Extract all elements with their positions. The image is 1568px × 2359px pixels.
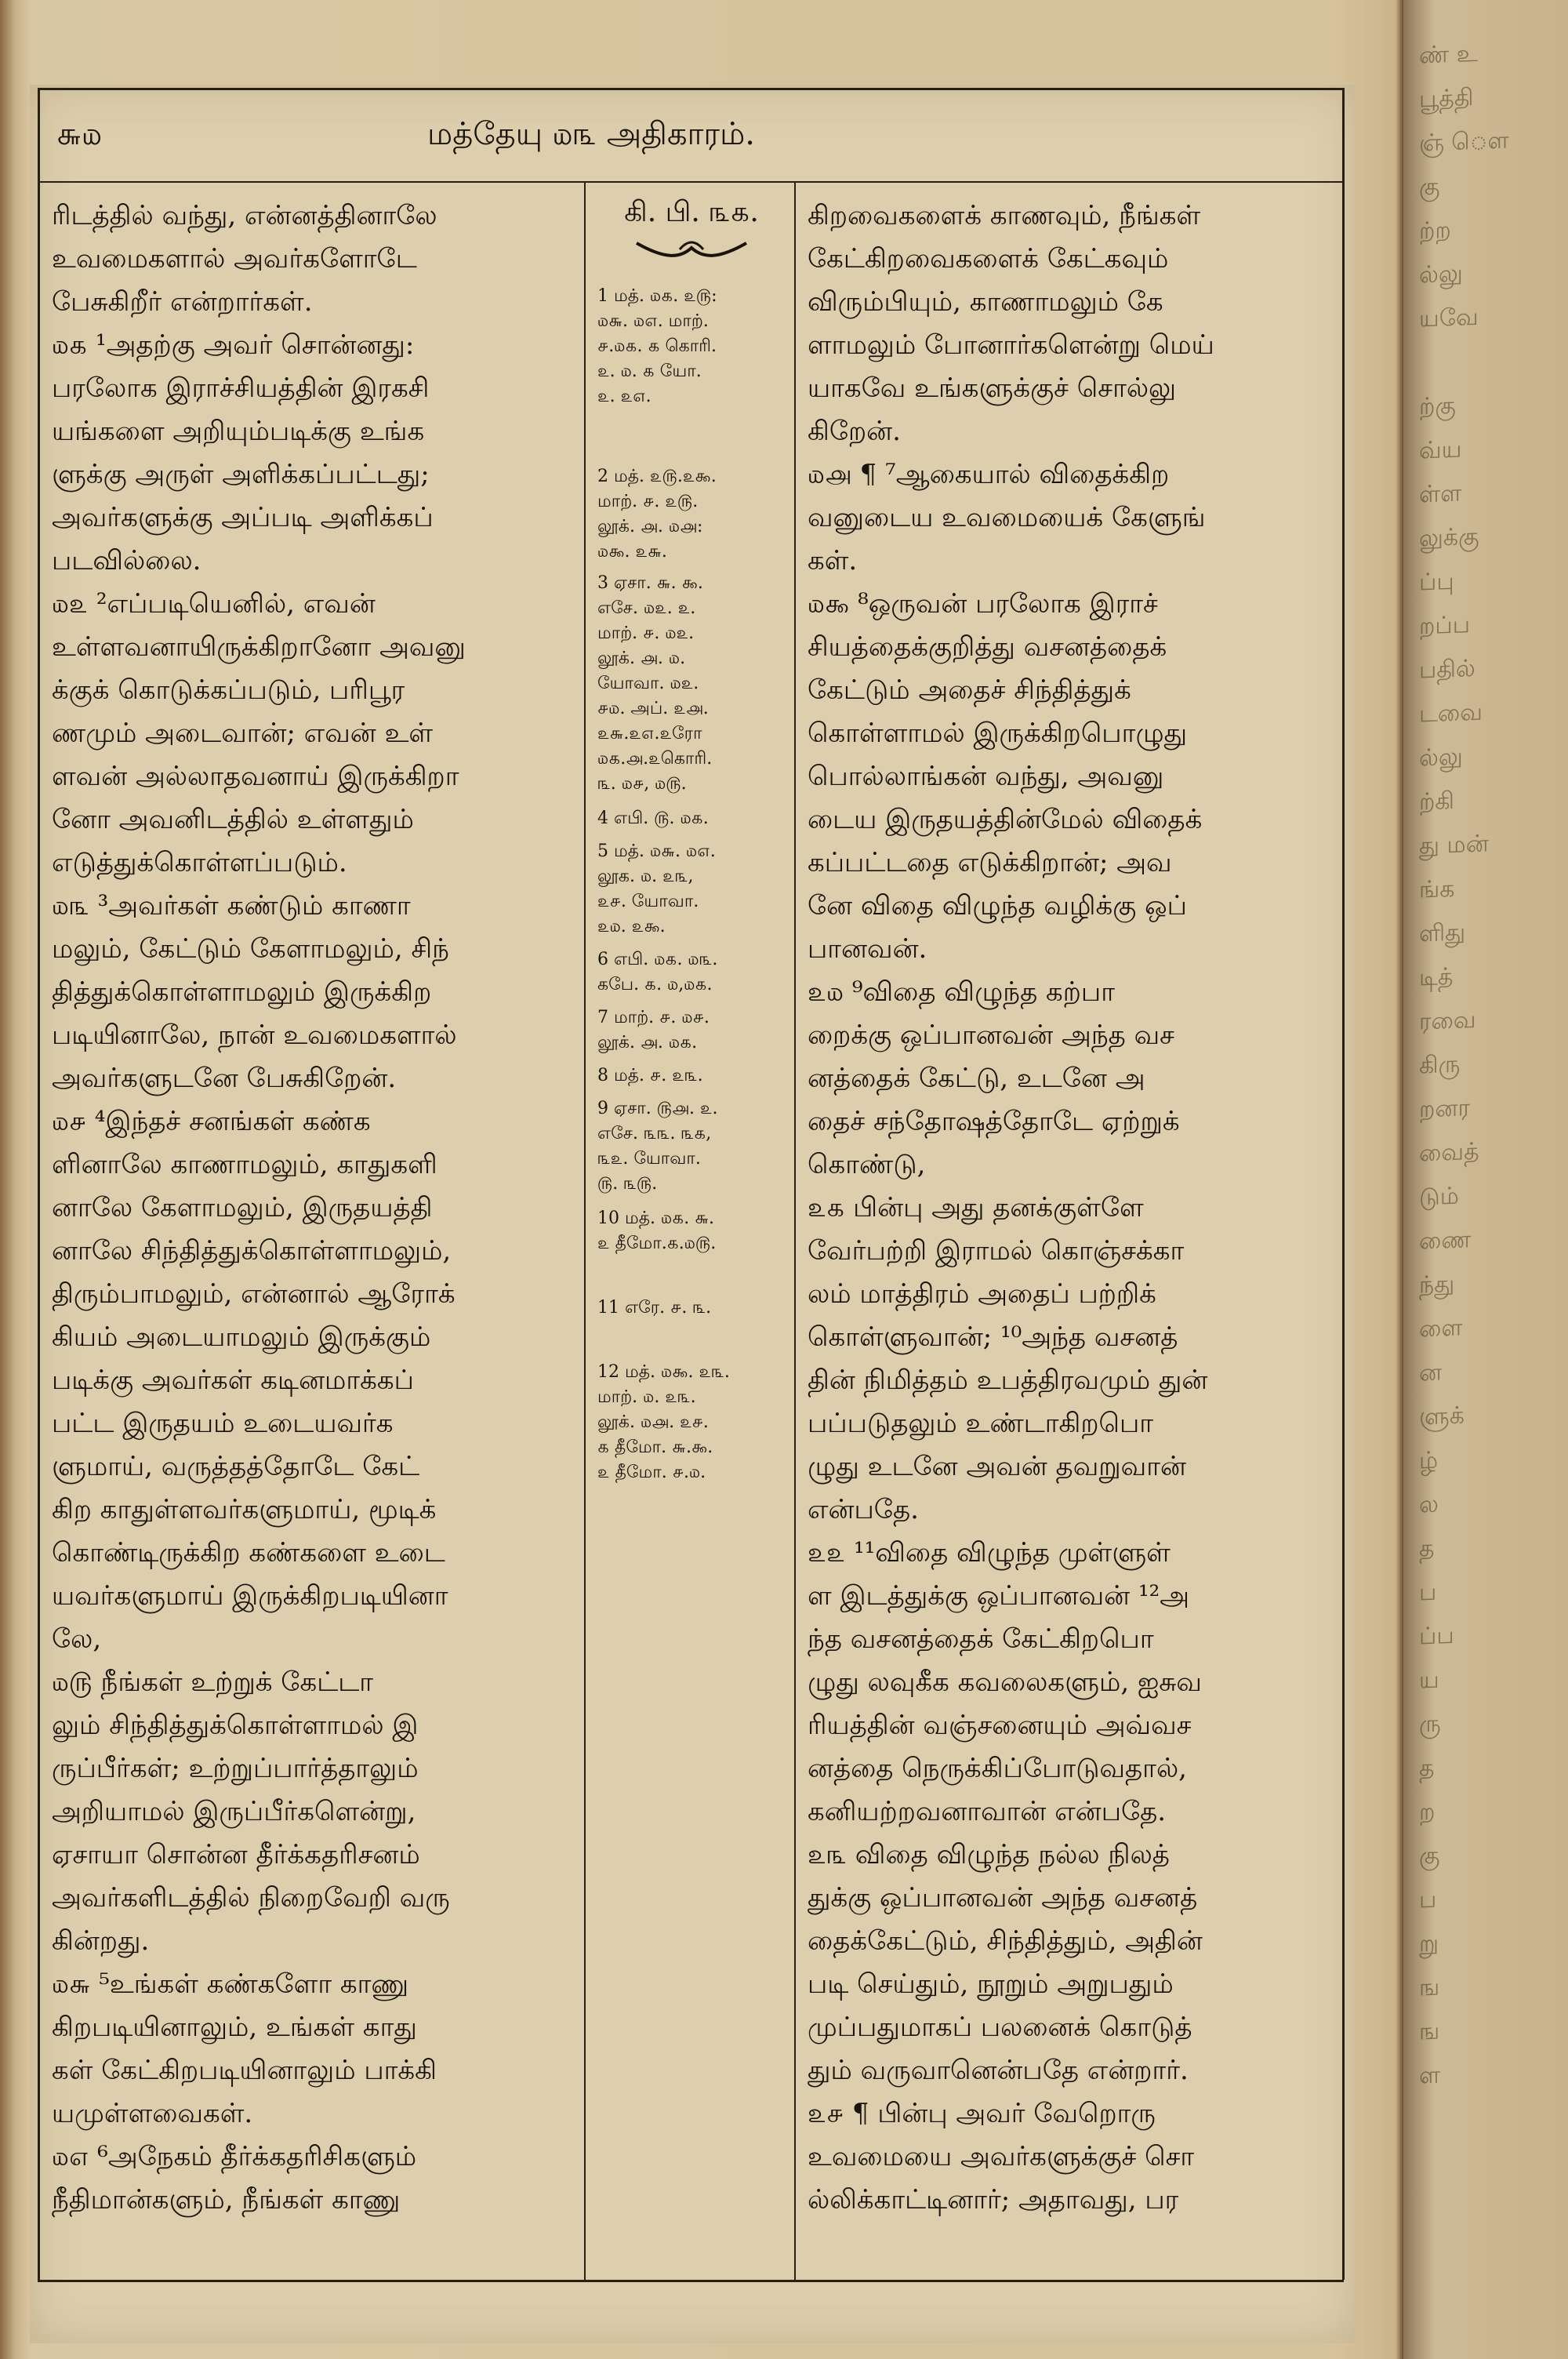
- text-line: ௰௬ ⁵உங்கள் கண்களோ காணு: [52, 1968, 409, 2000]
- text-line: ௰௪ ⁴இந்தச் சனங்கள் கண்க: [52, 1106, 371, 1137]
- text-line: ரியத்தின் வஞ்சனையும் அவ்வச: [808, 1710, 1192, 1741]
- text-line: கேட்கிறவைகளைக் கேட்கவும்: [808, 243, 1169, 274]
- reference-entry: 9 ஏசா. ௫௮. ௨.: [597, 1099, 718, 1118]
- text-line: ல்லிக்காட்டினார்; அதாவது, பர: [808, 2184, 1179, 2215]
- text-line: ௰௯ ⁸ஒருவன் பரலோக இராச்: [808, 588, 1158, 620]
- text-line: னே விதை விழுந்த வழிக்கு ஒப்: [808, 890, 1187, 921]
- text-line: ௰௫ நீங்கள் உற்றுக் கேட்டா: [52, 1667, 374, 1698]
- reference-entry: ௰௯. ௨௬.: [597, 542, 667, 562]
- text-line: அவர்களுக்கு அப்படி அளிக்கப்: [52, 502, 434, 533]
- text-line: ௨௨ ¹¹விதை விழுந்த முள்ளுள்: [808, 1537, 1171, 1568]
- reference-entry: மாற். ௪. ௰௨.: [597, 623, 695, 643]
- reference-entry: 3 ஏசா. ௬. ௯.: [597, 573, 703, 593]
- reference-entry: 10 மத். ௰௧. ௬.: [597, 1209, 715, 1228]
- text-line: ளினாலே காணாமலும், காதுகளி: [52, 1149, 437, 1180]
- text-line: கேட்டும் அதைச் சிந்தித்துக்: [808, 674, 1131, 706]
- text-line: னோ அவனிடத்தில் உள்ளதும்: [52, 804, 414, 835]
- text-line: கொண்டு,: [808, 1149, 926, 1180]
- text-line: அவர்களிடத்தில் நிறைவேறி வரு: [52, 1882, 450, 1914]
- text-line: னாலே சிந்தித்துக்கொள்ளாமலும்,: [52, 1235, 452, 1267]
- text-line: ழுது உடனே அவன் தவறுவான்: [808, 1451, 1186, 1482]
- top-border: [38, 88, 1344, 90]
- reference-entry: ௪௰. அப். ௨௮.: [597, 699, 709, 718]
- text-line: யவர்களுமாய் இருக்கிறபடியினா: [52, 1580, 448, 1612]
- text-line: மலும், கேட்டும் கேளாமலும், சிந்: [52, 933, 449, 965]
- reference-entry: ௨௰. ௨௯.: [597, 917, 666, 936]
- text-line: கனியற்றவனாவான் என்பதே.: [808, 1796, 1167, 1827]
- text-line: ளவன் அல்லாதவனாய் இருக்கிறா: [52, 761, 459, 792]
- text-line: கிற காதுள்ளவர்களுமாய், மூடிக்: [52, 1494, 437, 1525]
- text-line: கின்றது.: [52, 1925, 150, 1957]
- text-line: ரிடத்தில் வந்து, என்னத்தினாலே: [52, 200, 437, 231]
- cross-reference-column: [597, 196, 786, 1482]
- text-line: ள இடத்துக்கு ஒப்பானவன் ¹²அ: [808, 1580, 1190, 1612]
- reference-entry: ௨௬.௨௭.௨ரோ: [597, 724, 702, 743]
- reference-entry: 1 மத். ௰௧. ௨௫:: [597, 286, 717, 306]
- reference-entry: எசே. ௩௩. ௩௧,: [597, 1124, 712, 1143]
- text-line: பரலோக இராச்சியத்தின் இரகசி: [52, 373, 430, 404]
- reference-entry: ௩௨. யோவா.: [597, 1149, 701, 1169]
- text-line: படி செய்தும், நூறும் அறுபதும்: [808, 1968, 1174, 2000]
- text-line: னத்தைக் கேட்டு, உடனே அ: [808, 1063, 1145, 1094]
- reference-entry: மாற். ௪. ௨௫.: [597, 492, 699, 511]
- text-line: கொள்ளுவான்; ¹⁰அந்த வசனத்: [808, 1321, 1178, 1353]
- text-line: யங்களை அறியும்படிக்கு உங்க: [52, 416, 425, 447]
- reference-entry: ௨௪. யோவா.: [597, 892, 699, 911]
- text-line: உள்ளவனாயிருக்கிறானோ அவனு: [52, 631, 466, 663]
- text-line: ௰௭ ⁶அநேகம் தீர்க்கதரிசிகளும்: [52, 2141, 417, 2172]
- text-line: நீதிமான்களும், நீங்கள் காணு: [52, 2184, 401, 2215]
- text-line: பொல்லாங்கன் வந்து, அவனு: [808, 761, 1164, 792]
- text-line: தித்துக்கொள்ளாமலும் இருக்கிற: [52, 976, 432, 1008]
- text-line: தும் வருவானென்பதே என்றார்.: [808, 2055, 1189, 2086]
- text-line: அறியாமல் இருப்பீர்களென்று,: [52, 1796, 416, 1827]
- text-line: கிறேன்.: [808, 416, 901, 447]
- text-line: துக்கு ஒப்பானவன் அந்த வசனத்: [808, 1882, 1198, 1914]
- column-rule-left: [584, 181, 586, 2280]
- text-line: தைச் சந்தோஷத்தோடே ஏற்றுக்: [808, 1106, 1180, 1137]
- reference-entry: லூக். ௮. ௰௮:: [597, 517, 703, 536]
- reference-entry: ௰௧.௮.௨கொரி.: [597, 749, 713, 769]
- text-line: ந்த வசனத்தைக் கேட்கிறபொ: [808, 1623, 1154, 1655]
- reference-entry: லூக். ௰௮. ௨௪.: [597, 1412, 709, 1432]
- text-line: ணமும் அடைவான்; எவன் உள்: [52, 718, 434, 749]
- reference-entry: லூக். ௮. ௰.: [597, 649, 686, 668]
- reference-entry: ௨. ௰. ௧ யோ.: [597, 362, 702, 381]
- text-line: விரும்பியும், காணாமலும் கே: [808, 286, 1163, 318]
- reference-entry: 4 எபி. ௫. ௰௧.: [597, 809, 709, 828]
- reference-entry: மாற். ௰. ௨௩.: [597, 1387, 696, 1407]
- reference-entry: ௩. ௰௪, ௰௫.: [597, 774, 687, 794]
- ornament-flourish: [633, 237, 750, 260]
- text-line: ௰௨ ²எப்படியெனில், எவன்: [52, 588, 376, 620]
- reference-entry: 2 மத். ௨௫.௨௯.: [597, 467, 717, 486]
- reference-entry: கபே. ௧. ௰,௰௧.: [597, 975, 713, 994]
- text-line: டைய இருதயத்தின்மேல் விதைக்: [808, 804, 1203, 835]
- text-line: யாகவே உங்களுக்குச் சொல்லு: [808, 373, 1177, 404]
- text-line: கொண்டிருக்கிற கண்களை உடை: [52, 1537, 445, 1568]
- text-line: ஏசாயா சொன்ன தீர்க்கதரிசனம்: [52, 1839, 420, 1870]
- reference-entry: லூக. ௰. ௨௩,: [597, 867, 694, 886]
- text-line: ௰௮ ¶ ⁷ஆகையால் விதைக்கிற: [808, 459, 1170, 490]
- right-border: [1342, 88, 1345, 2280]
- text-line: கிறபடியினாலும், உங்கள் காது: [52, 2012, 417, 2043]
- text-line: கள்.: [808, 545, 858, 576]
- reference-entry: யோவா. ௰௨.: [597, 674, 699, 693]
- reference-entry: 11 எரே. ௪. ௩.: [597, 1298, 712, 1318]
- text-line: முப்பதுமாகப் பலனைக் கொடுத்: [808, 2012, 1192, 2043]
- text-line: ளாமலும் போனார்களென்று மெய்: [808, 329, 1214, 361]
- text-line: ௨௧ பின்பு அது தனக்குள்ளே: [808, 1192, 1144, 1223]
- text-line: பப்படுதலும் உண்டாகிறபொ: [808, 1408, 1154, 1439]
- reference-entry: ௫. ௩௫.: [597, 1174, 658, 1194]
- column-rule-right: [794, 181, 796, 2280]
- reference-entry: எசே. ௰௨. ௨.: [597, 598, 696, 618]
- text-line: ௰௩ ³அவர்கள் கண்டும் காணா: [52, 890, 411, 921]
- reference-entry: 8 மத். ௪. ௨௩.: [597, 1066, 703, 1085]
- bottom-border: [38, 2280, 1344, 2282]
- reference-entry: லூக். ௮. ௰௧.: [597, 1033, 698, 1052]
- text-line: னாலே கேளாமலும், இருதயத்தி: [52, 1192, 433, 1223]
- text-line: உவமையை அவர்களுக்குச் சொ: [808, 2141, 1195, 2172]
- text-line: வேர்பற்றி இராமல் கொஞ்சக்கா: [808, 1235, 1185, 1267]
- text-line: உவமைகளால் அவர்களோடே: [52, 243, 417, 274]
- text-line: யமுள்ளவைகள்.: [52, 2098, 253, 2129]
- text-line: படியினாலே, நான் உவமைகளால்: [52, 1020, 457, 1051]
- text-line: கிறவைகளைக் காணவும், நீங்கள்: [808, 200, 1201, 231]
- text-line: திரும்பாமலும், என்னால் ஆரோக்: [52, 1278, 456, 1310]
- text-line: ௨௪ ¶ பின்பு அவர் வேறொரு: [808, 2098, 1156, 2129]
- reference-entry: ௧ தீமோ. ௬.௯.: [597, 1438, 713, 1457]
- text-line: வனுடைய உவமையைக் கேளுங்: [808, 502, 1206, 533]
- page-number: ௬௰: [56, 116, 103, 152]
- text-line: க்குக் கொடுக்கப்படும், பரிபூர: [52, 674, 405, 706]
- text-line: தின் நிமித்தம் உபத்திரவமும் துன்: [808, 1365, 1208, 1396]
- text-line: லம் மாத்திரம் அதைப் பற்றிக்: [808, 1278, 1156, 1310]
- text-line: கியம் அடையாமலும் இருக்கும்: [52, 1321, 431, 1353]
- text-line: தைக்கேட்டும், சிந்தித்தும், அதின்: [808, 1925, 1203, 1957]
- text-line: ௨௰ ⁹விதை விழுந்த கற்பா: [808, 976, 1115, 1008]
- text-line: கள் கேட்கிறபடியினாலும் பாக்கி: [52, 2055, 437, 2086]
- text-line: ௰௧ ¹அதற்கு அவர் சொன்னது:: [52, 329, 415, 361]
- text-line: பட்ட இருதயம் உடையவர்க: [52, 1408, 394, 1439]
- text-line: ழுது லவுகீக கவலைகளும், ஐசுவ: [808, 1667, 1202, 1698]
- header-rule: [38, 181, 1344, 183]
- reference-entry: 5 மத். ௰௬. ௰௭.: [597, 841, 716, 861]
- reference-entry: 12 மத். ௰௯. ௨௩.: [597, 1362, 730, 1382]
- text-line: ளுக்கு அருள் அளிக்கப்பட்டது;: [52, 459, 430, 490]
- text-line: ௨௩ விதை விழுந்த நல்ல நிலத்: [808, 1839, 1170, 1870]
- text-line: லும் சிந்தித்துக்கொள்ளாமல் இ: [52, 1710, 419, 1741]
- text-line: றைக்கு ஒப்பானவன் அந்த வச: [808, 1020, 1174, 1051]
- left-text-column: [52, 194, 575, 2222]
- text-line: னத்தை நெருக்கிப்போடுவதால்,: [808, 1753, 1187, 1784]
- text-line: என்பதே.: [808, 1494, 919, 1525]
- reference-entry: 6 எபி. ௰௧. ௰௩.: [597, 950, 718, 969]
- text-line: படிக்கு அவர்கள் கடினமாக்கப்: [52, 1365, 414, 1396]
- text-line: லே,: [52, 1623, 102, 1655]
- text-line: எடுத்துக்கொள்ளப்படும்.: [52, 847, 347, 878]
- text-line: பேசுகிறீர் என்றார்கள்.: [52, 286, 313, 318]
- text-line: கொள்ளாமல் இருக்கிறபொழுது: [808, 718, 1188, 749]
- facing-page-edge: ண் உ பூத்தி ஞ் ௌ கு ற்ற ல்லு யவே ற்கு வ்ய ள்ள லுக்கு ப்பு றப்ப பதில் டவை ல்லு ற்கி து மன் ங்க ளிது டித் ரவை கிரு றனர வைத் டும் ணை ந்து ளை ன ளுக் ழ் ல த ப ப்ப ய ரு த ற கு ப று ங ங ள: [1403, 0, 1568, 2359]
- year-heading: கி. பி. ௩௧.: [624, 196, 759, 228]
- reference-entry: ௨ தீமோ. ௪.௰.: [597, 1463, 706, 1482]
- running-title: மத்தேயு ௰௩ அதிகாரம்.: [427, 116, 755, 152]
- reference-entry: ௨. ௨௭.: [597, 387, 652, 406]
- right-text-column: [808, 194, 1334, 2222]
- text-line: ளுமாய், வருத்தத்தோடே கேட்: [52, 1451, 420, 1482]
- text-line: ருப்பீர்கள்; உற்றுப்பார்த்தாலும்: [52, 1753, 419, 1784]
- reference-entry: ௪.௰௧. ௧ கொரி.: [597, 336, 717, 356]
- reference-entry: ௰௬. ௰௭. மாற்.: [597, 311, 709, 331]
- left-border: [38, 88, 40, 2280]
- text-line: படவில்லை.: [52, 545, 201, 576]
- text-line: பானவன்.: [808, 933, 927, 965]
- reference-entry: ௨ தீமோ.௧.௰௫.: [597, 1234, 717, 1253]
- text-line: கப்பட்டதை எடுக்கிறான்; அவ: [808, 847, 1172, 878]
- text-line: அவர்களுடனே பேசுகிறேன்.: [52, 1063, 397, 1094]
- text-line: சியத்தைக்குறித்து வசனத்தைக்: [808, 631, 1167, 663]
- reference-entry: 7 மாற். ௪. ௰௪.: [597, 1008, 710, 1027]
